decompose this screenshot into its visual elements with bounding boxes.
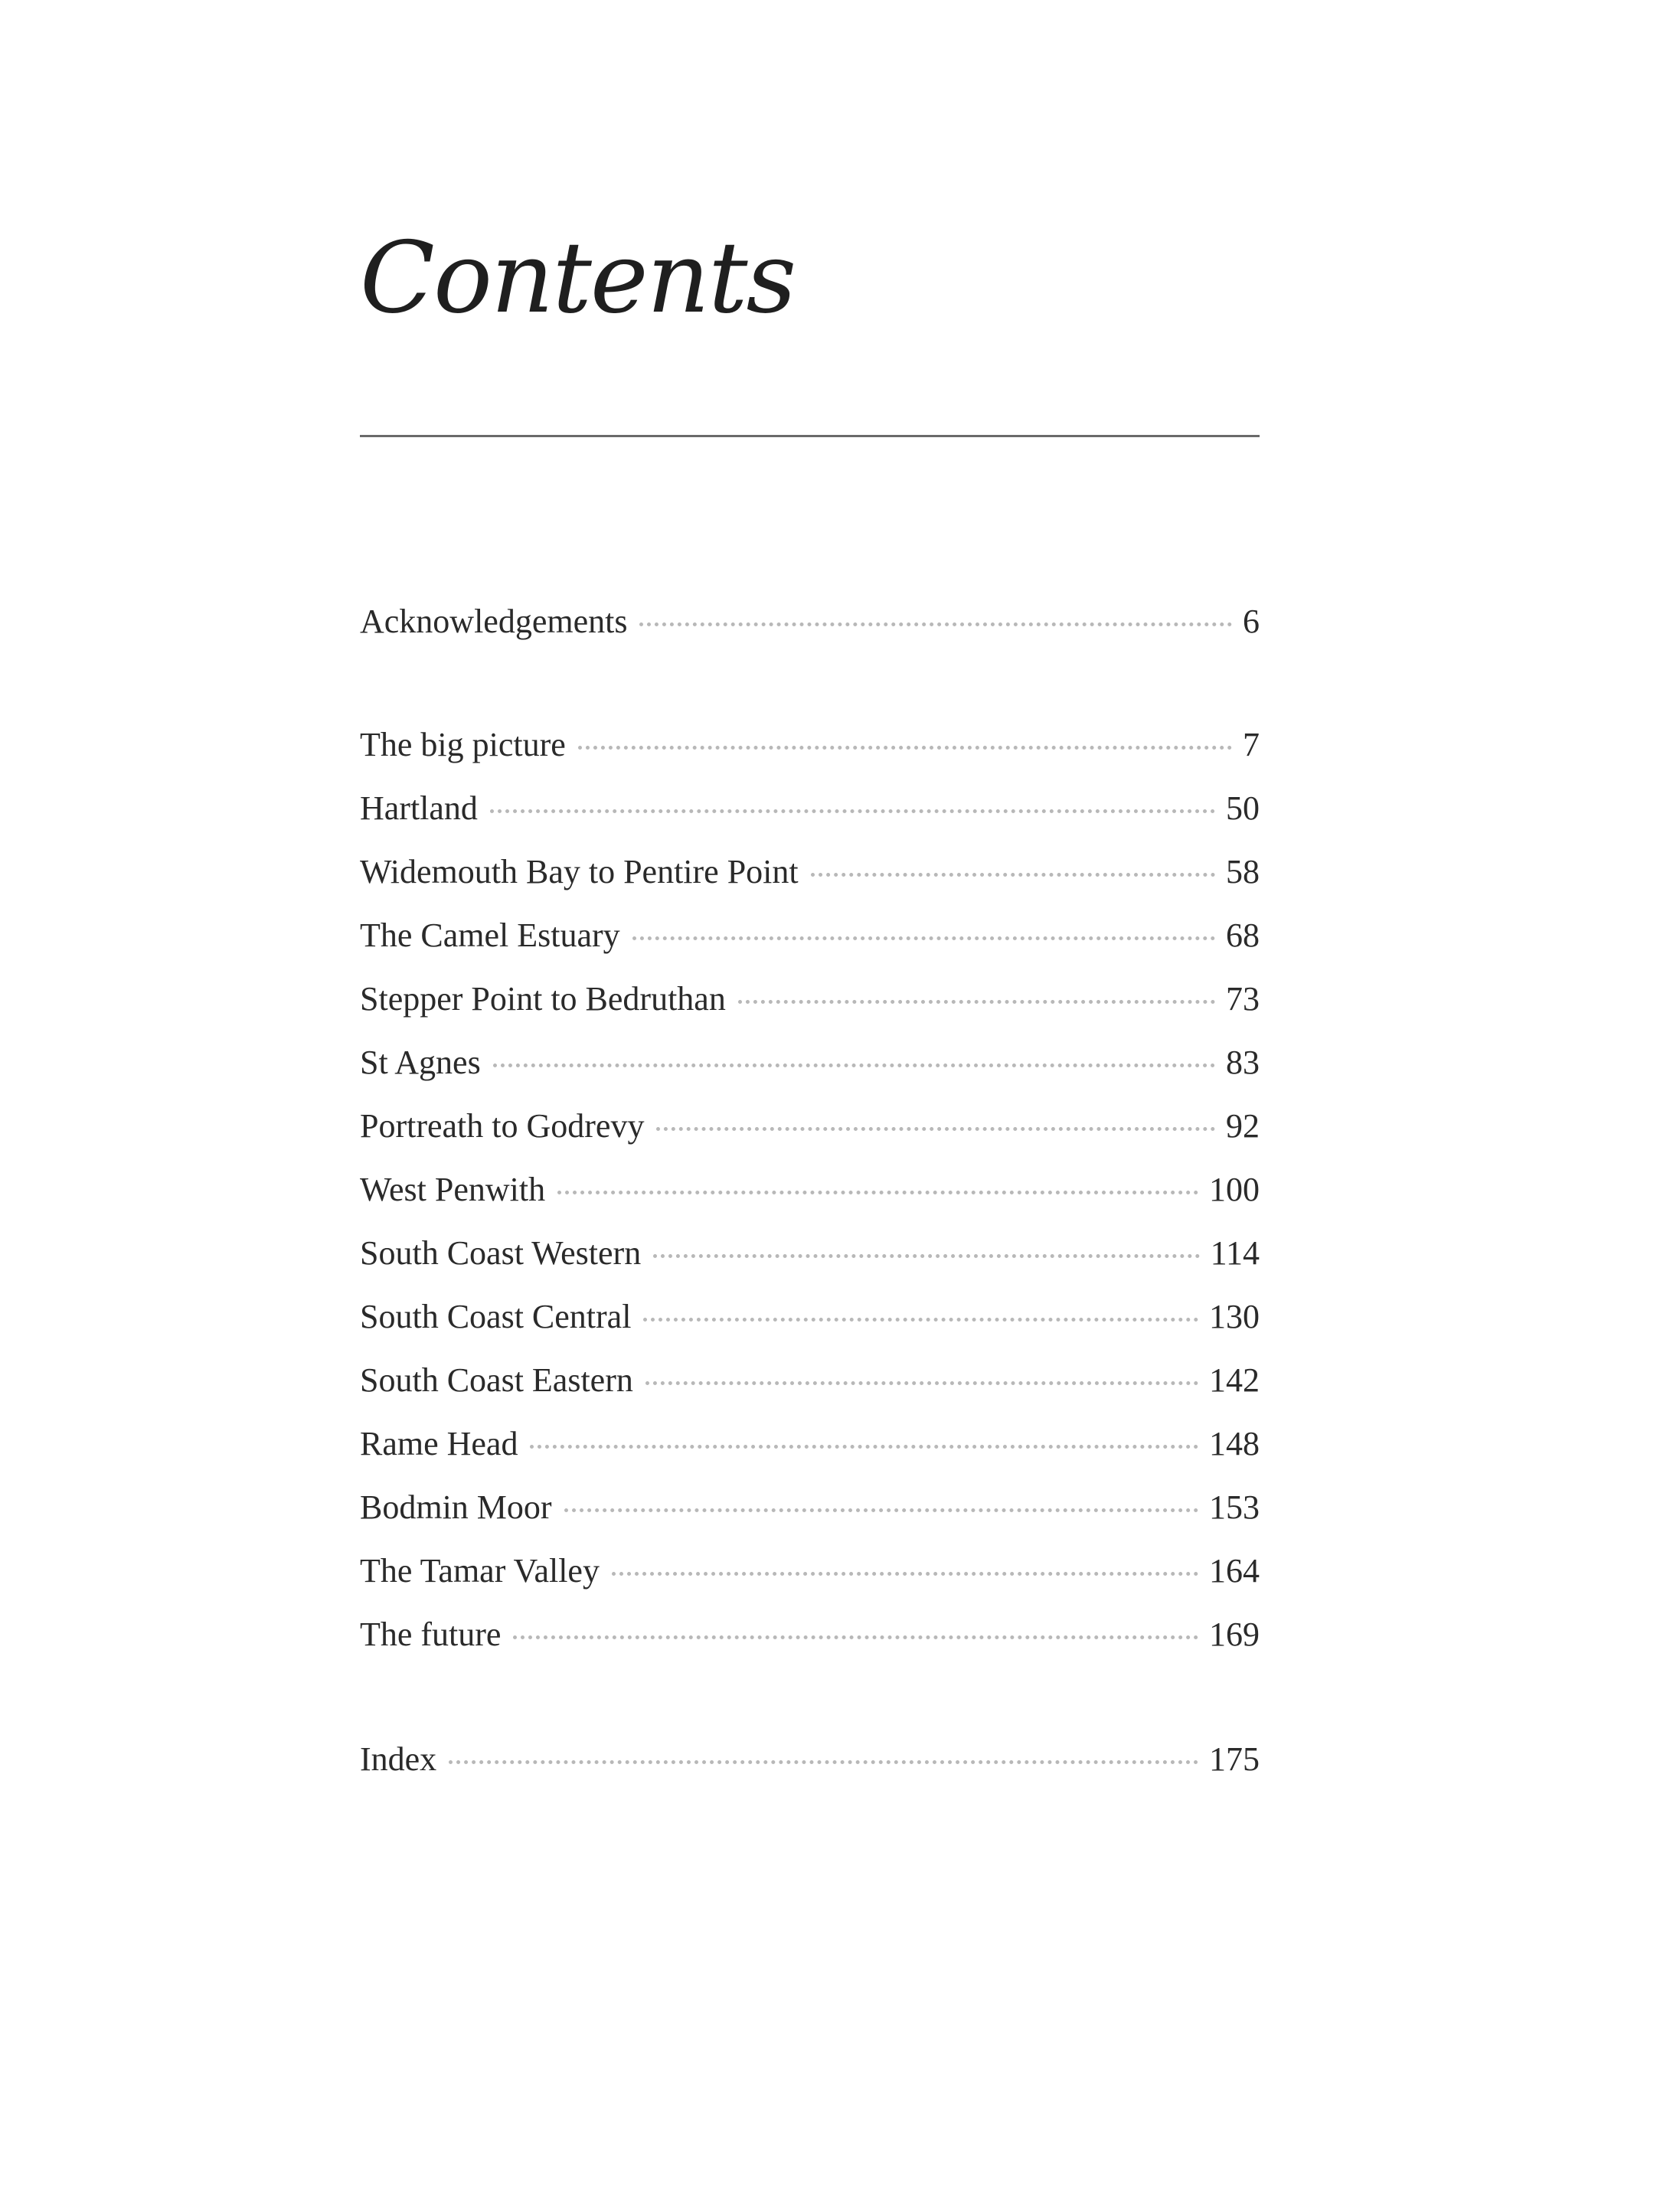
- toc-entry-title: South Coast Eastern: [360, 1361, 633, 1399]
- toc-entry-title: South Coast Central: [360, 1298, 632, 1335]
- toc-entry-title: Rame Head: [360, 1425, 518, 1462]
- dot-leader: [656, 1127, 1215, 1131]
- toc-entry-portreath-to-godrevy[interactable]: [360, 1094, 1260, 1158]
- dot-leader: [612, 1572, 1198, 1576]
- toc-entry-the-future[interactable]: [360, 1603, 1260, 1666]
- toc-entry-page-number: 58: [1226, 853, 1260, 890]
- dot-leader: [811, 873, 1215, 877]
- toc-entry-st-agnes[interactable]: [360, 1031, 1260, 1094]
- toc-entry-title: West Penwith: [360, 1171, 546, 1208]
- dot-leader: [653, 1254, 1199, 1258]
- toc-entry-page-number: 68: [1226, 916, 1260, 954]
- title-divider: [360, 435, 1260, 437]
- dot-leader: [643, 1318, 1198, 1322]
- dot-leader: [564, 1508, 1198, 1512]
- toc-entry-page-number: 130: [1209, 1298, 1260, 1335]
- toc-entry-page-number: 169: [1209, 1616, 1260, 1653]
- toc-entry-page-number: 83: [1226, 1044, 1260, 1081]
- toc-entry-page-number: 50: [1226, 789, 1260, 827]
- toc-entry-page-number: 153: [1209, 1488, 1260, 1526]
- dot-leader: [557, 1191, 1198, 1194]
- toc-entry-title: The future: [360, 1616, 502, 1653]
- toc-entry-title: Bodmin Moor: [360, 1488, 552, 1526]
- dot-leader: [513, 1635, 1198, 1639]
- toc-entry-title: Index: [360, 1740, 437, 1778]
- toc-entry-title: Hartland: [360, 789, 478, 827]
- toc-entry-page-number: 6: [1243, 603, 1260, 640]
- dot-leader: [639, 622, 1232, 626]
- dot-leader: [632, 936, 1215, 940]
- toc-entry-rame-head[interactable]: [360, 1412, 1260, 1475]
- toc-entry-widemouth-bay-to-pentire-point[interactable]: [360, 840, 1260, 903]
- toc-entry-title: Acknowledgements: [360, 603, 628, 640]
- dot-leader: [530, 1445, 1198, 1449]
- toc-entry-title: The big picture: [360, 726, 566, 763]
- dot-leader: [493, 1064, 1215, 1067]
- dot-leader: [738, 1000, 1215, 1004]
- toc-entry-the-camel-estuary[interactable]: [360, 903, 1260, 967]
- toc-entry-west-penwith[interactable]: [360, 1158, 1260, 1221]
- dot-leader: [578, 746, 1232, 750]
- dot-leader: [490, 809, 1215, 813]
- toc-entry-page-number: 100: [1209, 1171, 1260, 1208]
- toc-entry-index[interactable]: [360, 1727, 1260, 1791]
- toc-entry-hartland[interactable]: [360, 776, 1260, 840]
- toc-entry-page-number: 148: [1209, 1425, 1260, 1462]
- toc-entry-page-number: 73: [1226, 980, 1260, 1018]
- toc-entry-title: St Agnes: [360, 1044, 481, 1081]
- toc-entry-the-big-picture[interactable]: [360, 713, 1260, 776]
- dot-leader: [449, 1760, 1198, 1764]
- toc-entry-title: South Coast Western: [360, 1234, 642, 1272]
- toc-entry-title: The Camel Estuary: [360, 916, 620, 954]
- toc-entry-stepper-point-to-bedruthan[interactable]: [360, 967, 1260, 1031]
- toc-entry-title: Portreath to Godrevy: [360, 1107, 645, 1145]
- toc-entry-south-coast-eastern[interactable]: [360, 1348, 1260, 1412]
- toc-entry-title: Widemouth Bay to Pentire Point: [360, 853, 799, 890]
- dot-leader: [645, 1381, 1198, 1385]
- toc-entry-page-number: 142: [1209, 1361, 1260, 1399]
- toc-entry-south-coast-western[interactable]: [360, 1221, 1260, 1285]
- toc-entry-page-number: 92: [1226, 1107, 1260, 1145]
- toc-entry-page-number: 114: [1210, 1234, 1260, 1272]
- toc-entry-the-tamar-valley[interactable]: [360, 1539, 1260, 1603]
- toc-entry-bodmin-moor[interactable]: [360, 1475, 1260, 1539]
- toc-entry-page-number: 175: [1209, 1740, 1260, 1778]
- toc-entry-acknowledgements[interactable]: [360, 590, 1260, 653]
- toc-entry-south-coast-central[interactable]: [360, 1285, 1260, 1348]
- table-of-contents: [360, 590, 1260, 1791]
- toc-entry-title: The Tamar Valley: [360, 1552, 600, 1590]
- page-title: Contents: [360, 221, 796, 335]
- toc-entry-title: Stepper Point to Bedruthan: [360, 980, 726, 1018]
- toc-entry-page-number: 7: [1243, 726, 1260, 763]
- toc-entry-page-number: 164: [1209, 1552, 1260, 1590]
